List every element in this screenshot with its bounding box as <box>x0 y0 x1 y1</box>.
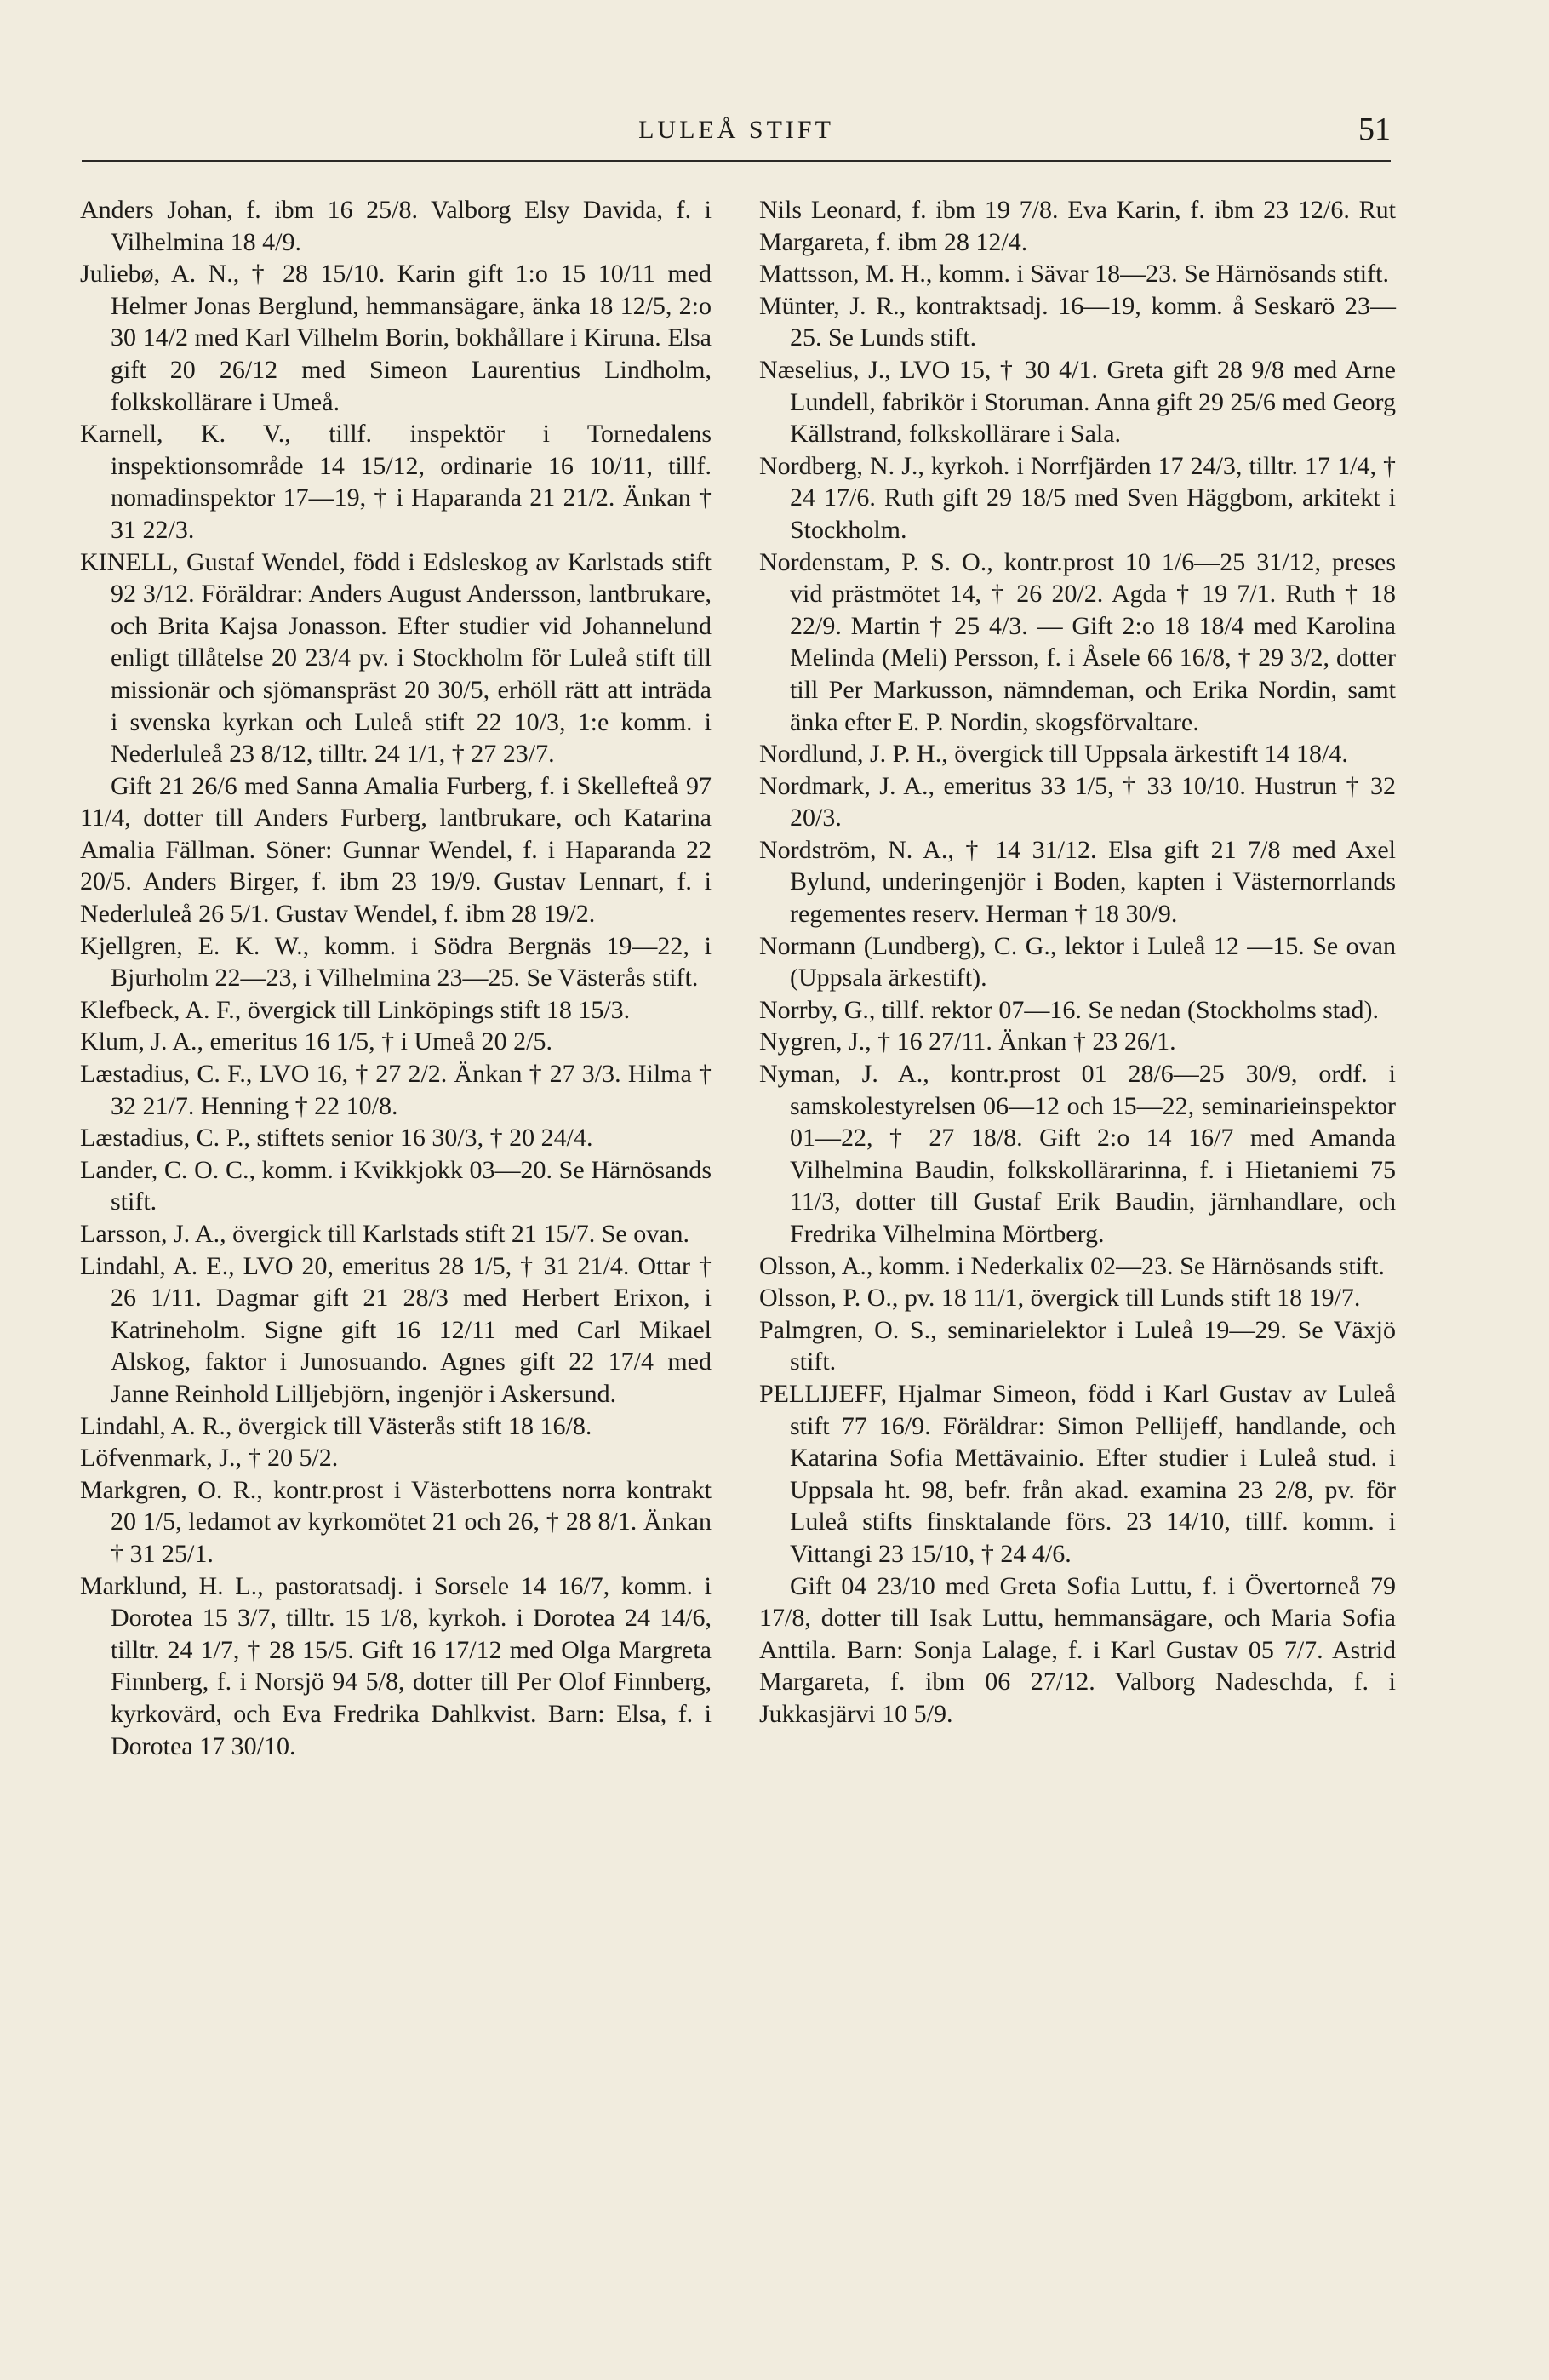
entry: Palmgren, O. S., seminarielektor i Luleå 19—29. Se Växjö stift. <box>759 1315 1396 1376</box>
entry: Nordmark, J. A., emeritus 33 1/5, † 33 10/10. Hustrun † 32 20/3. <box>759 771 1396 832</box>
entry: Nordström, N. A., † 14 31/12. Elsa gift 21 7/8 med Axel Bylund, underingenjör i Boden, kapten i Västernorrlands regementes reserv. Herman † 18 30/9. <box>759 835 1396 929</box>
entry: Nyman, J. A., kontr.prost 01 28/6—25 30/9, ordf. i samskolestyrelsen 06—12 och 15—22, seminarieinspektor 01—22, † 27 18/8. Gift 2:o 14 16/7 med Amanda Vilhelmina Baudin, folkskollärarinna, f. i Hietaniemi 75 11/3, dotter till Gustaf Erik Baudin, järnhandlare, och Fredrika Vilhelmina Mörtberg. <box>759 1060 1396 1248</box>
left-column <box>80 194 712 1762</box>
entry: Lander, C. O. C., komm. i Kvikkjokk 03—20. Se Härnösands stift. <box>80 1155 712 1216</box>
entry: Normann (Lundberg), C. G., lektor i Luleå 12 —15. Se ovan (Uppsala ärkestift). <box>759 931 1396 993</box>
entry: Olsson, A., komm. i Nederkalix 02—23. Se Härnösands stift. <box>759 1251 1385 1280</box>
entry: KINELL, Gustaf Wendel, född i Edsleskog av Karlstads stift 92 3/12. Föräldrar: Anders August Andersson, lantbrukare, och Brita Kajsa Jonasson. Efter studier vid Johannelund enligt tillåtelse 20 23/4 pv. i Stockholm för Luleå stift till missionär och sjömanspräst 20 30/5, erhöll rätt att inträda i svenska kyrkan och Luleå stift 22 10/3, 1:e komm. i Nederluleå 23 8/12, tilltr. 24 1/1, † 27 23/7. <box>80 547 712 769</box>
entry: Nordenstam, P. S. O., kontr.prost 10 1/6—25 31/12, preses vid prästmötet 14, † 26 20/2. Agda † 19 7/1. Ruth † 18 22/9. Martin † 25 4/3. — Gift 2:o 18 18/4 med Karolina Melinda (Meli) Persson, f. i Åsele 66 16/8, † 29 3/2, dotter till Per Markusson, nämndeman, och Erika Nordin, samt änka efter E. P. Nordin, skogsförvaltare. <box>759 547 1396 736</box>
entry: Marklund, H. L., pastoratsadj. i Sorsele 14 16/7, komm. i Dorotea 15 3/7, tilltr. 15 1/8, kyrkoh. i Dorotea 24 14/6, tilltr. 24 1/7, † 28 15/5. Gift 16 17/12 med Olga Margreta Finnberg, f. i Norsjö 94 5/8, dotter till Per Olof Finnberg, kyrkovärd, och Eva Fredrika Dahlkvist. Barn: Elsa, f. i Dorotea 17 30/10. <box>80 1571 712 1760</box>
entry: Klefbeck, A. F., övergick till Linköpings stift 18 15/3. <box>80 995 631 1024</box>
entry: Norrby, G., tillf. rektor 07—16. Se nedan (Stockholms stad). <box>759 995 1379 1024</box>
entry: Larsson, J. A., övergick till Karlstads stift 21 15/7. Se ovan. <box>80 1220 690 1248</box>
entry: Gift 04 23/10 med Greta Sofia Luttu, f. i Övertorneå 79 17/8, dotter till Isak Luttu, hemmansägare, och Maria Sofia Anttila. Barn: Sonja Lalage, f. i Karl Gustav 05 7/7. Astrid Margareta, f. ibm 06 27/12. Valborg Nadeschda, f. i Jukkasjärvi 10 5/9. <box>759 1571 1396 1728</box>
right-column <box>759 194 1396 1731</box>
entry: Markgren, O. R., kontr.prost i Västerbottens norra kontrakt 20 1/5, ledamot av kyrkomötet 21 och 26, † 28 8/1. Änkan † 31 25/1. <box>80 1475 712 1568</box>
running-title: LULEÅ STIFT <box>638 116 834 144</box>
entry: Nordlund, J. P. H., övergick till Uppsala ärkestift 14 18/4. <box>759 740 1348 769</box>
entry: Löfvenmark, J., † 20 5/2. <box>80 1444 339 1473</box>
entry: Karnell, K. V., tillf. inspektör i Tornedalens inspektionsområde 14 15/12, ordinarie 16 10/11, tillf. nomadinspektor 17—19, † i Haparanda 21 21/2. Änkan † 31 22/3. <box>80 420 712 544</box>
entry: Nordberg, N. J., kyrkoh. i Norrfjärden 17 24/3, tilltr. 17 1/4, † 24 17/6. Ruth gift 29 18/5 med Sven Häggbom, arkitekt i Stockholm. <box>759 451 1396 544</box>
entry: PELLIJEFF, Hjalmar Simeon, född i Karl Gustav av Luleå stift 77 16/9. Föräldrar: Simon Pellijeff, handlande, och Katarina Sofia Mettävainio. Efter studier i Luleå stud. i Uppsala ht. 98, befr. från akad. examina 23 2/8, pv. för Luleå stifts finsktalande förs. 23 14/10, tillf. komm. i Vittangi 23 15/10, † 24 4/6. <box>759 1379 1396 1568</box>
entry: Kjellgren, E. K. W., komm. i Södra Bergnäs 19—22, i Bjurholm 22—23, i Vilhelmina 23—25. Se Västerås stift. <box>80 931 712 993</box>
entry: Lindahl, A. R., övergick till Västerås stift 18 16/8. <box>80 1411 592 1440</box>
entry: Læstadius, C. P., stiftets senior 16 30/3, † 20 24/4. <box>80 1124 593 1153</box>
entry: Mattsson, M. H., komm. i Sävar 18—23. Se Härnösands stift. <box>759 260 1389 289</box>
entry: Münter, J. R., kontraktsadj. 16—19, komm. å Seskarö 23—25. Se Lunds stift. <box>759 291 1396 352</box>
page-number: 51 <box>1358 112 1391 147</box>
entry: Nygren, J., † 16 27/11. Änkan † 23 26/1. <box>759 1027 1176 1056</box>
entry: Nils Leonard, f. ibm 19 7/8. Eva Karin, f. ibm 23 12/6. Rut Margareta, f. ibm 28 12/4. <box>759 196 1396 256</box>
entry: Anders Johan, f. ibm 16 25/8. Valborg Elsy Davida, f. i Vilhelmina 18 4/9. <box>80 196 712 256</box>
entry: Juliebø, A. N., † 28 15/10. Karin gift 1:o 15 10/11 med Helmer Jonas Berglund, hemmansägare, änka 18 12/5, 2:o 30 14/2 med Karl Vilhelm Borin, bokhållare i Kiruna. Elsa gift 20 26/12 med Simeon Laurentius Lindholm, folkskollärare i Umeå. <box>80 260 712 416</box>
entry: Lindahl, A. E., LVO 20, emeritus 28 1/5, † 31 21/4. Ottar † 26 1/11. Dagmar gift 21 28/3 med Herbert Erixon, i Katrineholm. Signe gift 16 12/11 med Carl Mikael Alskog, faktor i Junosuando. Agnes gift 22 17/4 med Janne Reinhold Lilljebjörn, ingenjör i Askersund. <box>80 1251 712 1408</box>
entry: Gift 21 26/6 med Sanna Amalia Furberg, f. i Skellefteå 97 11/4, dotter till Anders Furberg, lantbrukare, och Katarina Amalia Fällman. Söner: Gunnar Wendel, f. i Haparanda 22 20/5. Anders Birger, f. ibm 23 19/9. Gustav Lennart, f. i Nederluleå 26 5/1. Gustav Wendel, f. ibm 28 19/2. <box>80 771 712 929</box>
entry: Næselius, J., LVO 15, † 30 4/1. Greta gift 28 9/8 med Arne Lundell, fabrikör i Storuman. Anna gift 29 25/6 med Georg Källstrand, folkskollärare i Sala. <box>759 355 1396 449</box>
entry: Olsson, P. O., pv. 18 11/1, övergick till Lunds stift 18 19/7. <box>759 1284 1361 1313</box>
entry: Læstadius, C. F., LVO 16, † 27 2/2. Änkan † 27 3/3. Hilma † 32 21/7. Henning † 22 10/8. <box>80 1060 712 1120</box>
page-header <box>82 109 1391 162</box>
entry: Klum, J. A., emeritus 16 1/5, † i Umeå 20 2/5. <box>80 1027 552 1056</box>
